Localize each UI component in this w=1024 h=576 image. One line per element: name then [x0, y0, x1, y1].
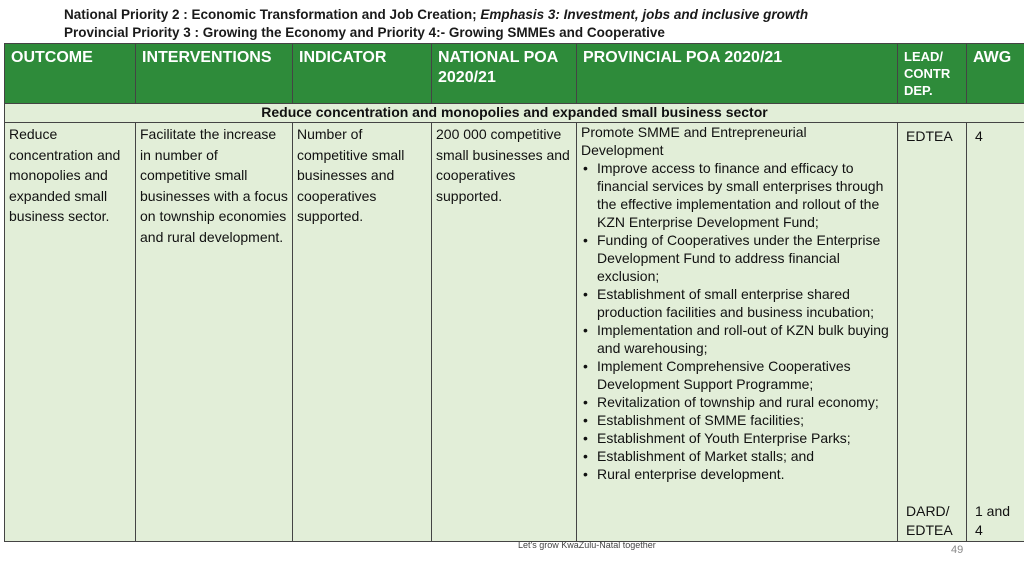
lead-bottom: DARD/ EDTEA [906, 503, 953, 538]
page-number: 49 [951, 544, 964, 556]
poa-table [4, 43, 1024, 542]
col-awg: AWG [967, 44, 1024, 104]
col-interventions: INTERVENTIONS [136, 44, 293, 104]
col-indicator: INDICATOR [293, 44, 432, 104]
col-outcome: OUTCOME [5, 44, 136, 104]
cell-indicator: Number of competitive small businesses and cooperatives supported. [293, 123, 432, 542]
cell-outcome: Reduce concentration and monopolies and expanded small business sector. [5, 123, 136, 542]
list-item: • Rural enterprise development. [597, 465, 893, 483]
table-row [5, 123, 1024, 542]
header-line-2: Provincial Priority 3 : Growing the Economy and Priority 4:- Growing SMMEs and Cooperative [64, 25, 665, 40]
list-item: • Improve access to finance and efficacy to financial services by small enterprises through the effective implementation and rollout of the KZN Enterprise Development Fund; [597, 159, 893, 231]
col-national-poa: NATIONAL POA 2020/21 [432, 44, 577, 104]
list-item: • Establishment of Market stalls; and [597, 447, 893, 465]
section-title: Reduce concentration and monopolies and expanded small business sector [5, 104, 1024, 123]
table-header-row [5, 44, 1024, 104]
lead-top: EDTEA [906, 128, 953, 144]
list-item: • Establishment of SMME facilities; [597, 411, 893, 429]
header-line-1: National Priority 2 : Economic Transformation and Job Creation; Emphasis 3: Investment, jobs and inclusive growth [64, 7, 809, 22]
cell-lead-dep [898, 123, 967, 542]
list-item: • Establishment of Youth Enterprise Parks; [597, 429, 893, 447]
list-item: • Funding of Cooperatives under the Enterprise Development Fund to address financial exclusion; [597, 231, 893, 285]
section-row [5, 104, 1024, 123]
awg-bottom: 1 and 4 [975, 503, 1011, 538]
cell-awg [967, 123, 1024, 542]
list-item: • Revitalization of township and rural economy; [597, 393, 893, 411]
footer-slogan: Let's grow KwaZulu-Natal together [518, 540, 656, 550]
provincial-list [581, 159, 893, 483]
cell-interventions: Facilitate the increase in number of competitive small businesses with a focus on township economies and rural development. [136, 123, 293, 542]
col-provincial-poa: PROVINCIAL POA 2020/21 [577, 44, 898, 104]
provincial-intro: Promote SMME and Entrepreneurial Development [581, 124, 807, 158]
list-item: • Implement Comprehensive Cooperatives Development Support Programme; [597, 357, 893, 393]
list-item: • Implementation and roll-out of KZN bulk buying and warehousing; [597, 321, 893, 357]
header-emphasis: Emphasis 3: Investment, jobs and inclusive growth [480, 7, 809, 22]
cell-national-poa: 200 000 competitive small businesses and cooperatives supported. [432, 123, 577, 542]
awg-top: 4 [975, 128, 983, 144]
slide-header [64, 6, 808, 42]
cell-provincial-poa [577, 123, 898, 542]
col-lead-dep: LEAD/ CONTR DEP. [898, 44, 967, 104]
list-item: • Establishment of small enterprise shared production facilities and business incubation; [597, 285, 893, 321]
